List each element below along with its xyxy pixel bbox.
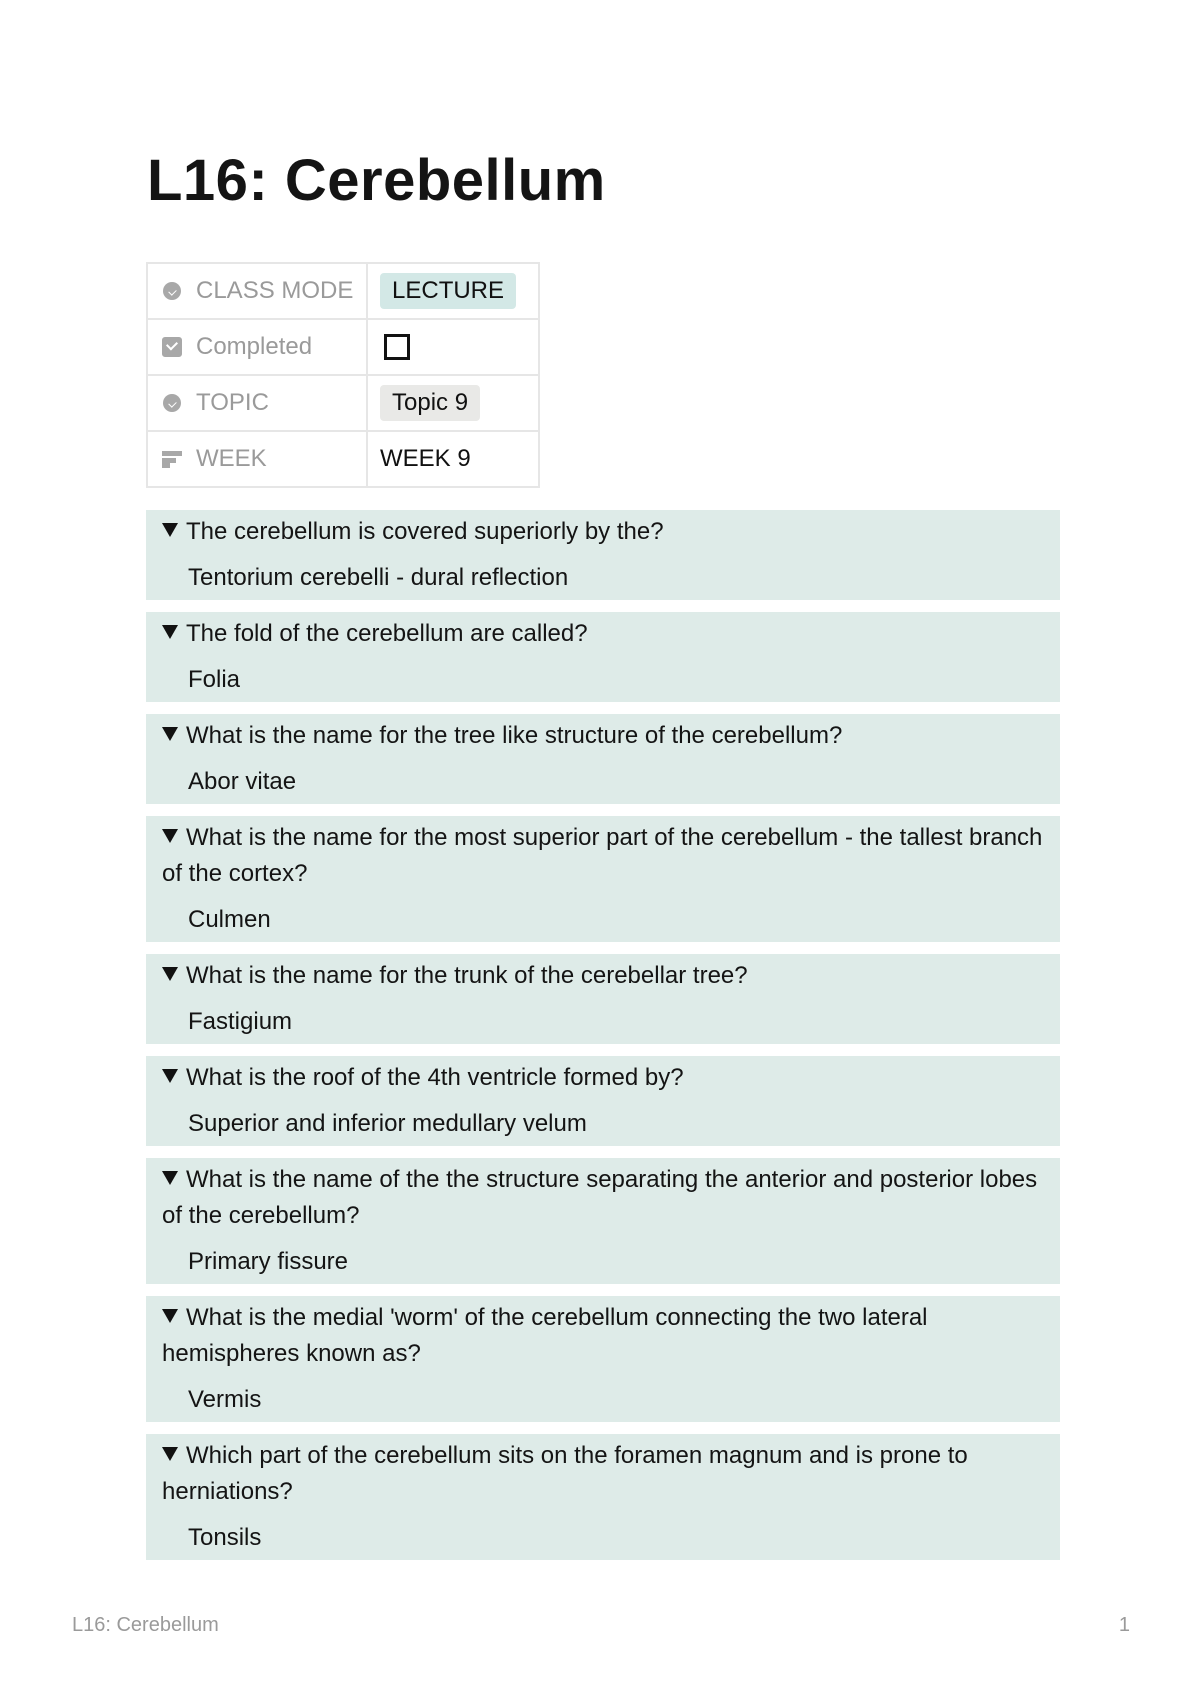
toggle-answer: Fastigium [188,1008,293,1035]
property-row-week [147,431,539,487]
property-row-topic [147,375,539,431]
property-key: CLASS MODE [196,277,354,304]
property-row-class-mode [147,263,539,319]
toggle-question: What is the name for the tree like structure of the cerebellum? [186,722,843,749]
property-key: TOPIC [196,389,269,416]
toggle-triangle-icon[interactable] [162,625,178,639]
toggle-answer: Abor vitae [188,768,297,795]
toggle-block[interactable] [146,816,1060,942]
toggle-answer: Superior and inferior medullary velum [188,1110,587,1137]
toggle-triangle-icon[interactable] [162,1069,178,1083]
toggle-answer: Culmen [188,906,271,933]
toggle-triangle-icon[interactable] [162,1447,178,1461]
toggle-triangle-icon[interactable] [162,1171,178,1185]
toggle-block[interactable] [146,612,1060,702]
toggle-question: Which part of the cerebellum sits on the foramen magnum and is prone to herniations? [162,1442,968,1505]
select-icon [162,393,182,413]
toggle-triangle-icon[interactable] [162,523,178,537]
toggle-block[interactable] [146,954,1060,1044]
toggle-triangle-icon[interactable] [162,967,178,981]
toggle-answer: Primary fissure [188,1248,349,1275]
toggle-question: What is the name for the trunk of the cerebellar tree? [186,962,748,989]
toggle-triangle-icon[interactable] [162,1309,178,1323]
toggle-question: The cerebellum is covered superiorly by the? [186,518,664,545]
toggle-answer: Folia [188,666,241,693]
toggle-block[interactable] [146,510,1060,600]
toggle-question: The fold of the cerebellum are called? [186,620,588,647]
toggle-triangle-icon[interactable] [162,829,178,843]
toggle-question: What is the roof of the 4th ventricle formed by? [186,1064,684,1091]
footer-title: L16: Cerebellum [72,1614,219,1636]
toggle-answer: Tentorium cerebelli - dural reflection [188,564,569,591]
toggle-block[interactable] [146,1158,1060,1284]
page-number: 1 [1118,1614,1130,1636]
week-value[interactable]: WEEK 9 [380,445,471,472]
toggle-triangle-icon[interactable] [162,727,178,741]
text-property-icon [162,449,182,469]
property-key: Completed [196,333,313,360]
toggle-question: What is the medial 'worm' of the cerebellum connecting the two lateral hemispheres known as? [162,1304,928,1367]
toggle-block[interactable] [146,1296,1060,1422]
class-mode-tag[interactable]: LECTURE [380,273,516,309]
property-row-completed [147,319,539,375]
select-icon [162,281,182,301]
toggle-answer: Vermis [188,1386,262,1413]
toggle-block[interactable] [146,1434,1060,1560]
toggle-question: What is the name of the the structure separating the anterior and posterior lobes of the cerebellum? [162,1166,1038,1229]
topic-tag[interactable]: Topic 9 [380,385,480,421]
toggle-answer: Tonsils [188,1524,262,1551]
page-title: L16: Cerebellum [147,148,606,213]
property-key: WEEK [196,445,267,472]
toggle-question: What is the name for the most superior part of the cerebellum - the tallest branch of the cortex? [162,824,1043,887]
toggle-list [146,510,1060,1572]
completed-checkbox[interactable] [384,334,410,360]
toggle-block[interactable] [146,1056,1060,1146]
toggle-block[interactable] [146,714,1060,804]
checkbox-property-icon [162,337,182,357]
properties-table [146,262,540,488]
